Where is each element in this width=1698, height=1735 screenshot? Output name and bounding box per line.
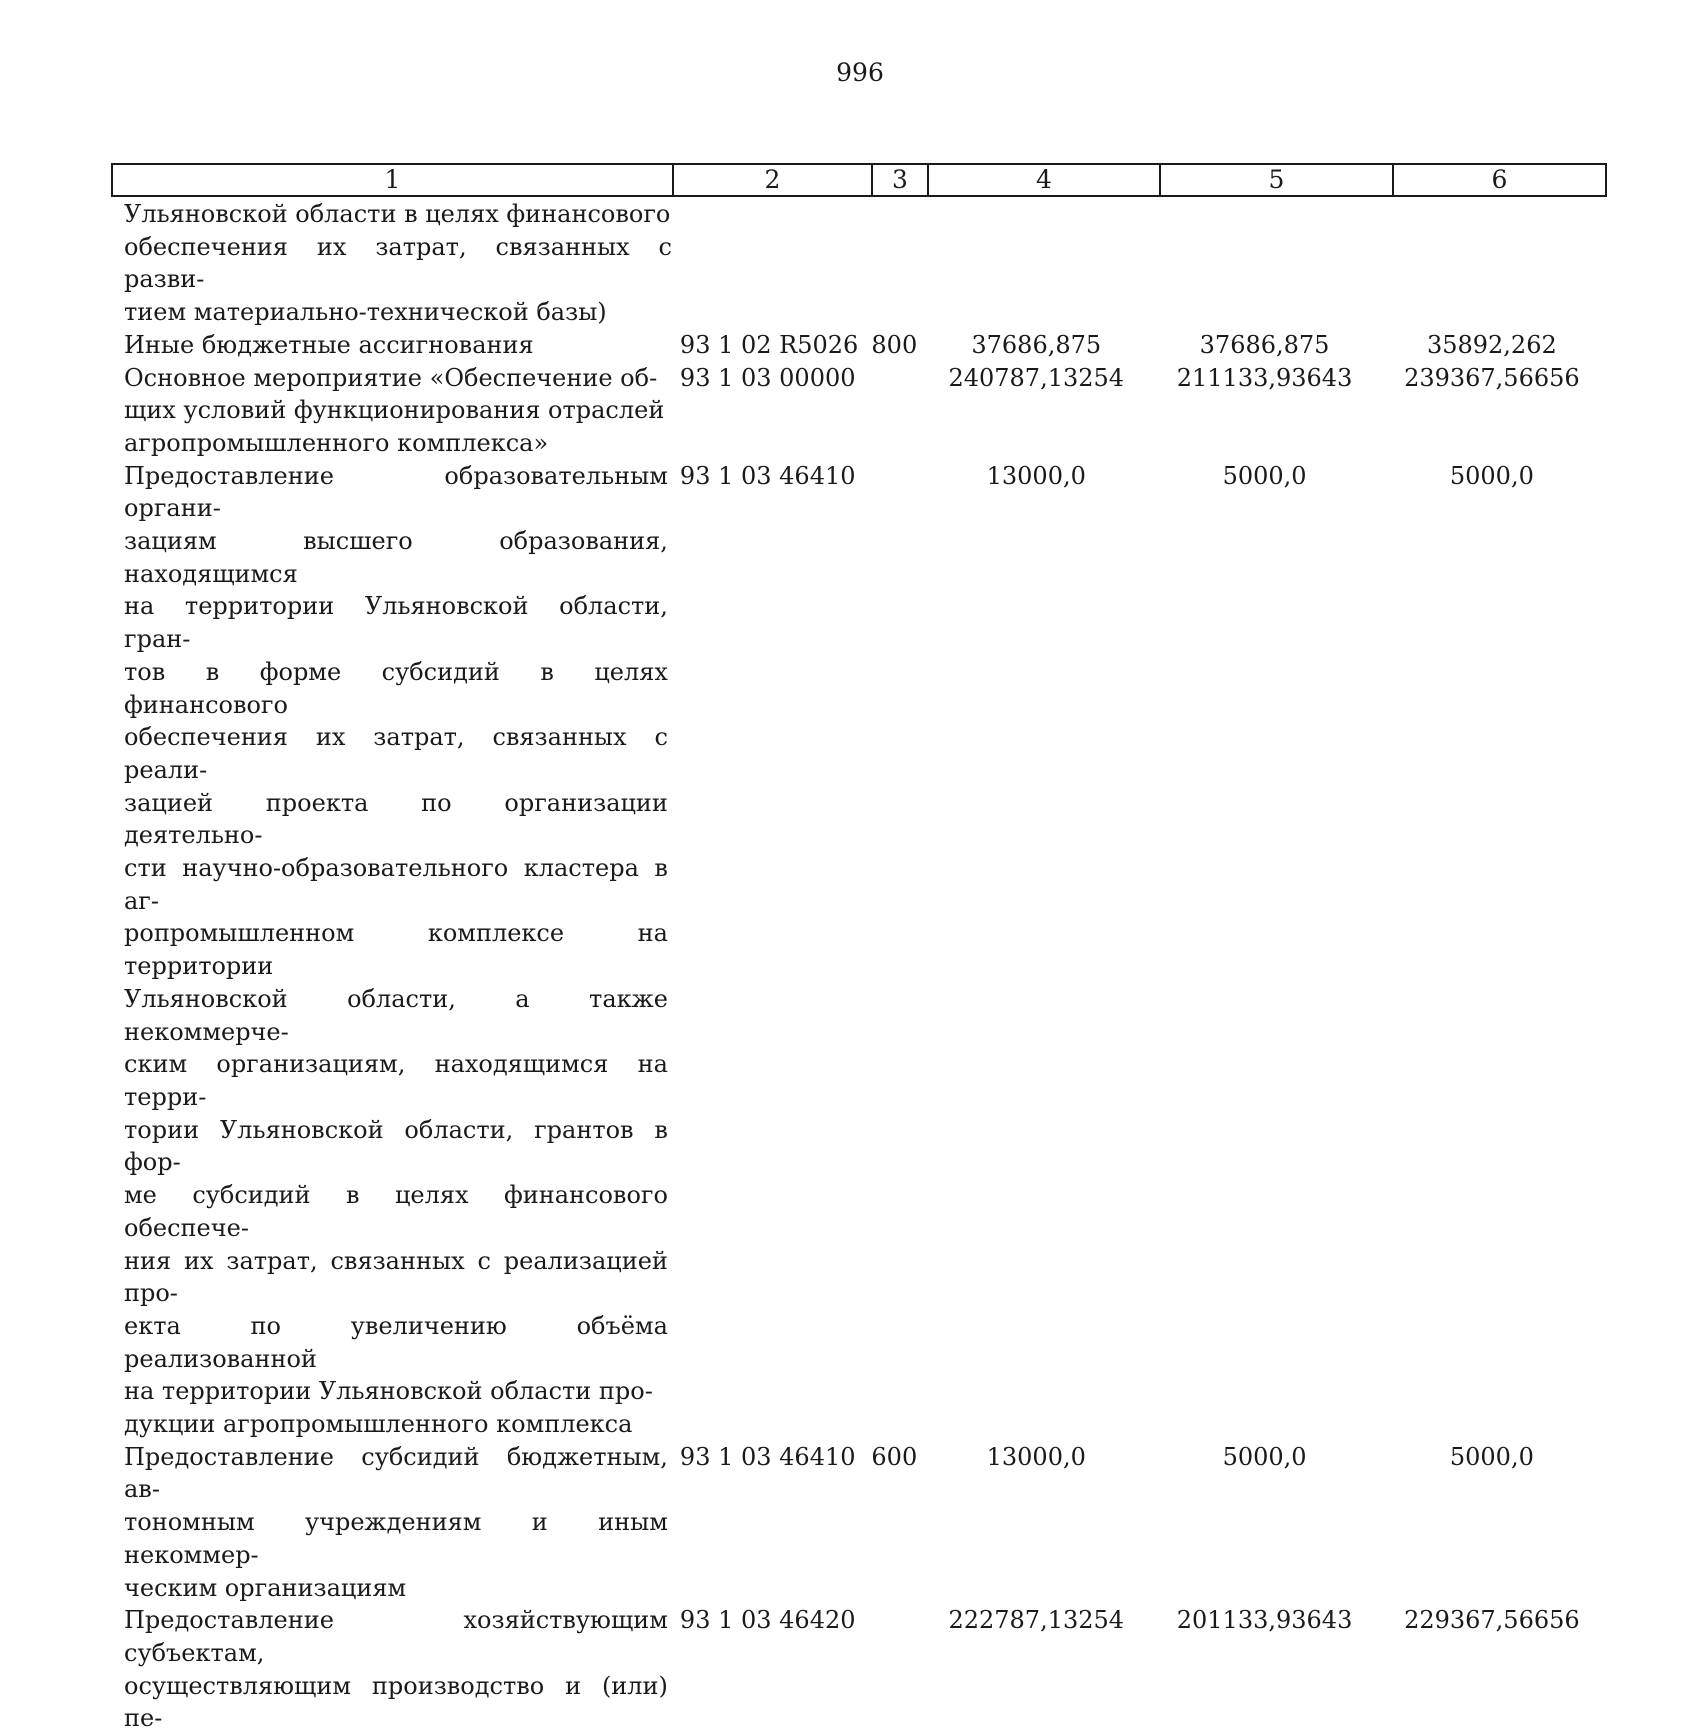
name-line: Предоставление хозяйствующим субъектам, [124, 1606, 668, 1667]
table-row [111, 460, 1605, 1441]
name-line: на территории Ульяновской области про- [124, 1377, 653, 1406]
name-line: зациям высшего образования, находящимся [124, 527, 668, 588]
row-value-4: 13000,0 [986, 461, 1086, 490]
column-header-1: 1 [112, 164, 673, 196]
table-body [111, 198, 1605, 1735]
name-line: обеспечения их затрат, связанных с разви- [124, 232, 672, 294]
table-row [111, 329, 1605, 362]
row-code: 93 1 03 46410 [679, 1442, 856, 1471]
row-name [111, 1441, 668, 1605]
name-line: осуществляющим производство и (или) пе- [124, 1671, 668, 1733]
name-line: тием материально-технической базы) [124, 298, 607, 327]
row-value-6: 35892,262 [1426, 330, 1557, 359]
name-line: дукции агропромышленного комплекса [124, 1410, 633, 1439]
name-line: Основное мероприятие «Обеспечение об- [124, 363, 658, 392]
row-name [111, 198, 672, 329]
name-line: ропромышленном комплексе на территории [124, 919, 668, 981]
name-line: тов в форме субсидий в целях финансового [124, 657, 668, 719]
column-header-2: 2 [673, 164, 872, 196]
name-line: агропромышленного комплекса» [124, 428, 549, 457]
name-line: на территории Ульяновской области, гран- [124, 592, 668, 654]
row-name [111, 329, 668, 362]
name-line: Ульяновской области в целях финансового [124, 200, 671, 228]
name-line: щих условий функционирования отраслей [124, 396, 665, 425]
row-value-4: 37686,875 [971, 330, 1102, 359]
row-code: 93 1 03 46420 [679, 1606, 856, 1635]
row-name [111, 362, 668, 460]
row-value-6: 229367,56656 [1404, 1606, 1580, 1635]
column-header-6: 6 [1393, 164, 1606, 196]
row-name [111, 1604, 668, 1735]
row-code: 93 1 03 46410 [679, 461, 856, 490]
row-code: 93 1 02 R5026 [679, 330, 859, 359]
row-value-6: 5000,0 [1449, 461, 1534, 490]
column-header-3: 3 [872, 164, 928, 196]
row-value-5: 37686,875 [1199, 330, 1330, 359]
table-row [111, 1441, 1605, 1605]
row-value-5: 5000,0 [1222, 1442, 1307, 1471]
row-type: 800 [871, 330, 918, 359]
row-code: 93 1 03 00000 [679, 363, 856, 392]
row-value-4: 222787,13254 [948, 1606, 1125, 1635]
table-row [111, 1604, 1605, 1735]
name-line: обеспечения их затрат, связанных с реали- [124, 723, 668, 784]
name-line: Иные бюджетные ассигнования [124, 330, 534, 359]
name-line: Ульяновской области, а также некоммерче- [124, 984, 668, 1046]
name-line: ме субсидий в целях финансового обеспече- [124, 1181, 668, 1242]
row-type: 600 [871, 1442, 918, 1471]
row-name [111, 460, 668, 1441]
name-line: сти научно-образовательного кластера в аг- [124, 854, 668, 915]
row-value-4: 13000,0 [986, 1442, 1086, 1471]
name-line: ческим организациям [124, 1573, 407, 1602]
name-line: екта по увеличению объёма реализованной [124, 1311, 668, 1373]
row-value-4: 240787,13254 [948, 363, 1125, 392]
page-number: 996 [836, 58, 884, 87]
name-line: Предоставление субсидий бюджетным, ав- [124, 1442, 668, 1504]
row-value-5: 5000,0 [1222, 461, 1307, 490]
name-line: тории Ульяновской области, грантов в фор- [124, 1115, 668, 1177]
name-line: зацией проекта по организации деятельно- [124, 788, 668, 850]
column-header-5: 5 [1160, 164, 1393, 196]
name-line: ния их затрат, связанных с реализацией про- [124, 1246, 668, 1308]
table-row [111, 362, 1605, 460]
row-value-6: 5000,0 [1449, 1442, 1534, 1471]
name-line: Предоставление образовательным органи- [124, 461, 668, 523]
row-value-6: 239367,56656 [1404, 363, 1580, 392]
name-line: ским организациям, находящимся на терри- [124, 1050, 668, 1111]
row-value-5: 211133,93643 [1176, 363, 1353, 392]
table-row [111, 198, 1605, 329]
table-header [111, 163, 1607, 197]
row-value-5: 201133,93643 [1176, 1606, 1353, 1635]
name-line: тономным учреждениям и иным некоммер- [124, 1508, 668, 1569]
column-header-4: 4 [928, 164, 1160, 196]
